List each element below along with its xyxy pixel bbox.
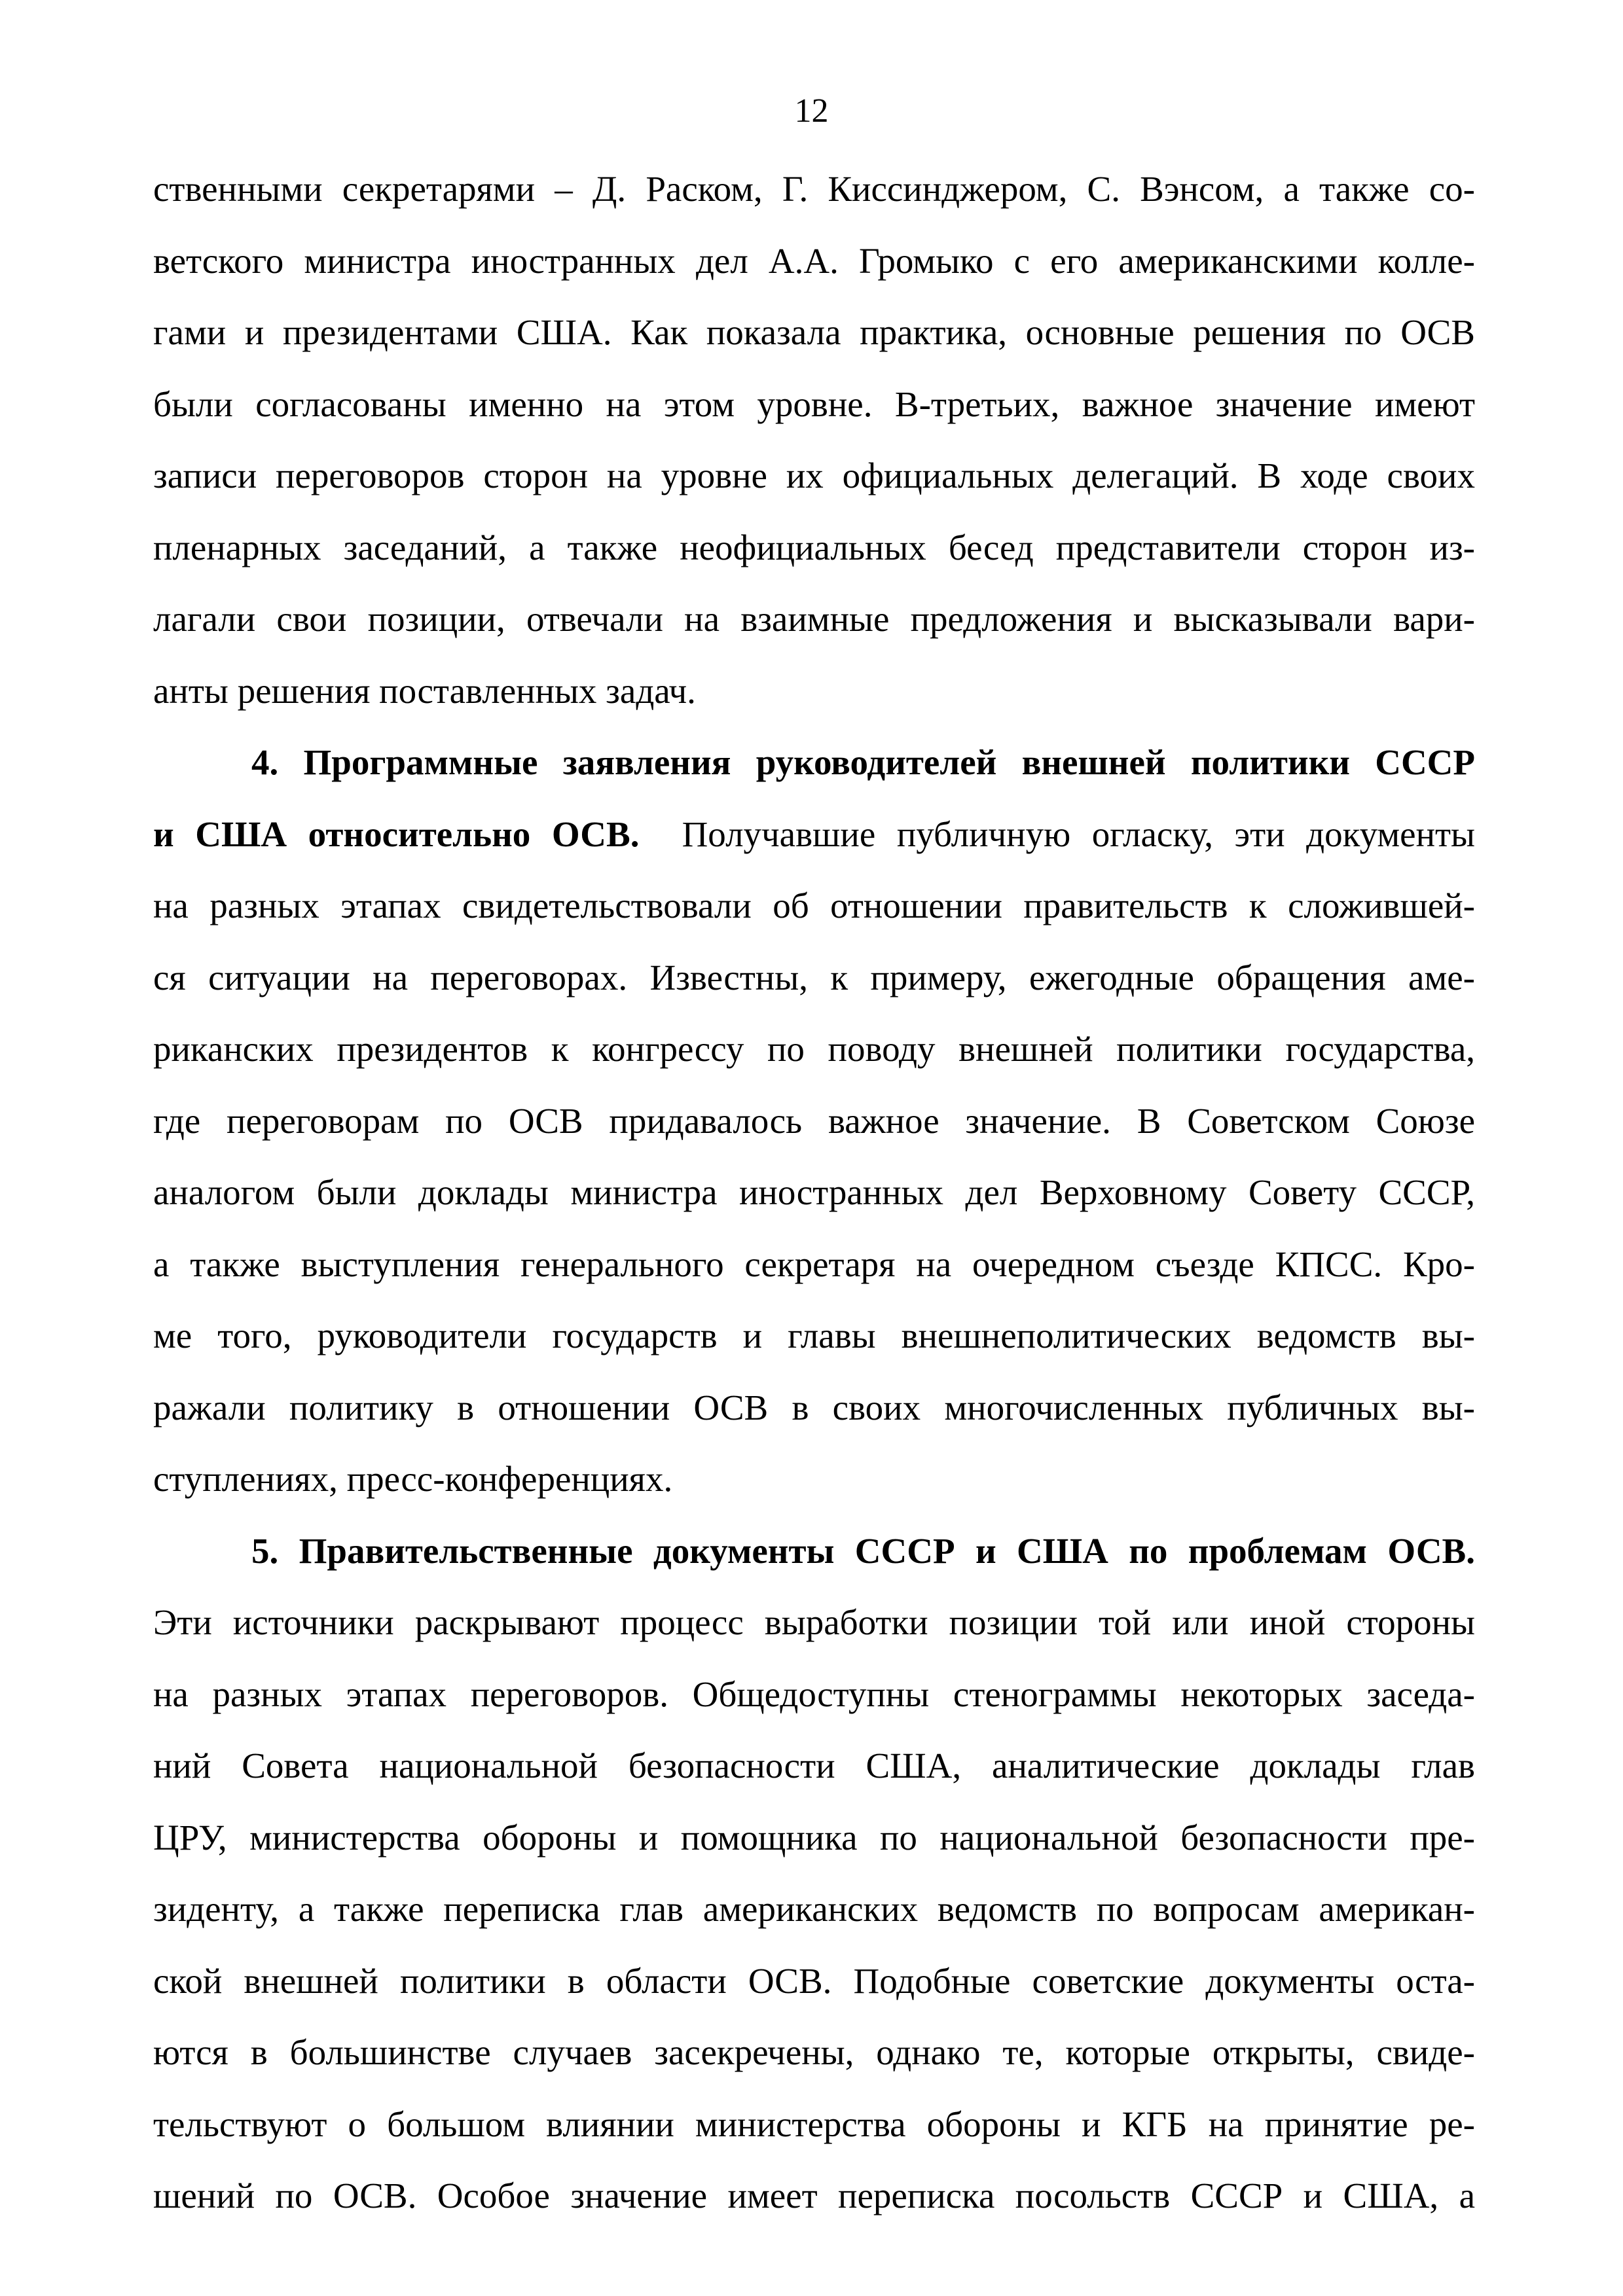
- text-line: ской внешней политики в области ОСВ. Подобные советские документы оста-: [153, 1960, 1475, 2001]
- text-line: ний Совета национальной безопасности США, аналитические доклады глав: [153, 1746, 1475, 1785]
- text-line: аналогом были доклады министра иностранных дел Верховному Совету СССР,: [153, 1172, 1475, 1212]
- text-line: ражали политику в отношении ОСВ в своих многочисленных публичных вы-: [153, 1387, 1475, 1427]
- section-4-heading-end: и США относительно ОСВ.: [153, 814, 640, 854]
- text-line: тельствуют о большом влиянии министерства обороны и КГБ на принятие ре-: [153, 2104, 1475, 2144]
- text-line: ственными секретарями – Д. Раском, Г. Киссинджером, С. Вэнсом, а также со-: [153, 169, 1475, 209]
- text-line: а также выступления генерального секретаря на очередном съезде КПСС. Кро-: [153, 1244, 1475, 1284]
- text-line: ступлениях, пресс-конференциях.: [153, 1459, 673, 1499]
- text-line: ЦРУ, министерства обороны и помощника по национальной безопасности пре-: [153, 1817, 1475, 1857]
- text-line: зиденту, а также переписка глав американских ведомств по вопросам американ-: [153, 1889, 1475, 1929]
- text-line: записи переговоров сторон на уровне их официальных делегаций. В ходе своих: [153, 456, 1475, 495]
- text-line: где переговорам по ОСВ придавалось важное значение. В Советском Союзе: [153, 1100, 1475, 1141]
- text-line: гами и президентами США. Как показала практика, основные решения по ОСВ: [153, 312, 1475, 352]
- section-4-text-start: Получавшие публичную огласку, эти документы: [682, 814, 1475, 854]
- text-line: на разных этапах свидетельствовали об отношении правительств к сложившей-: [153, 886, 1475, 925]
- text-line: лагали свои позиции, отвечали на взаимные предложения и высказывали вари-: [153, 599, 1475, 639]
- text-line: ются в большинстве случаев засекречены, однако те, которые открыты, свиде-: [153, 2032, 1475, 2072]
- text-line: анты решения поставленных задач.: [153, 670, 696, 711]
- text-line: риканских президентов к конгрессу по поводу внешней политики государства,: [153, 1029, 1475, 1069]
- text-line: ся ситуации на переговорах. Известны, к примеру, ежегодные обращения аме-: [153, 957, 1475, 997]
- text-line: на разных этапах переговоров. Общедоступны стенограммы некоторых заседа-: [153, 1674, 1475, 1714]
- page-number: 12: [794, 92, 829, 130]
- paragraph-continuation: [153, 153, 1475, 726]
- text-line: шений по ОСВ. Особое значение имеет переписка посольств СССР и США, а: [153, 2176, 1475, 2215]
- section-5-heading: [153, 1515, 1475, 1587]
- document-body: [153, 153, 1475, 2232]
- text-line: ветского министра иностранных дел А.А. Громыко с его американскими колле-: [153, 240, 1475, 281]
- section-4-heading-text: 4. Программные заявления руководителей внешней политики СССР: [251, 742, 1475, 782]
- section-4-paragraph: [153, 726, 1475, 1515]
- section-5-heading-text: 5. Правительственные документы СССР и США по проблемам ОСВ.: [251, 1530, 1475, 1571]
- text-line: Эти источники раскрывают процесс выработки позиции той или иной стороны: [153, 1602, 1475, 1642]
- text-line: были согласованы именно на этом уровне. В-третьих, важное значение имеют: [153, 384, 1475, 424]
- text-line: пленарных заседаний, а также неофициальных бесед представители сторон из-: [153, 527, 1475, 567]
- section-5-paragraph: [153, 1515, 1475, 2232]
- section-4-heading: [153, 726, 1475, 798]
- text-line: [153, 798, 1475, 870]
- text-line: ме того, руководители государств и главы внешнеполитических ведомств вы-: [153, 1316, 1475, 1355]
